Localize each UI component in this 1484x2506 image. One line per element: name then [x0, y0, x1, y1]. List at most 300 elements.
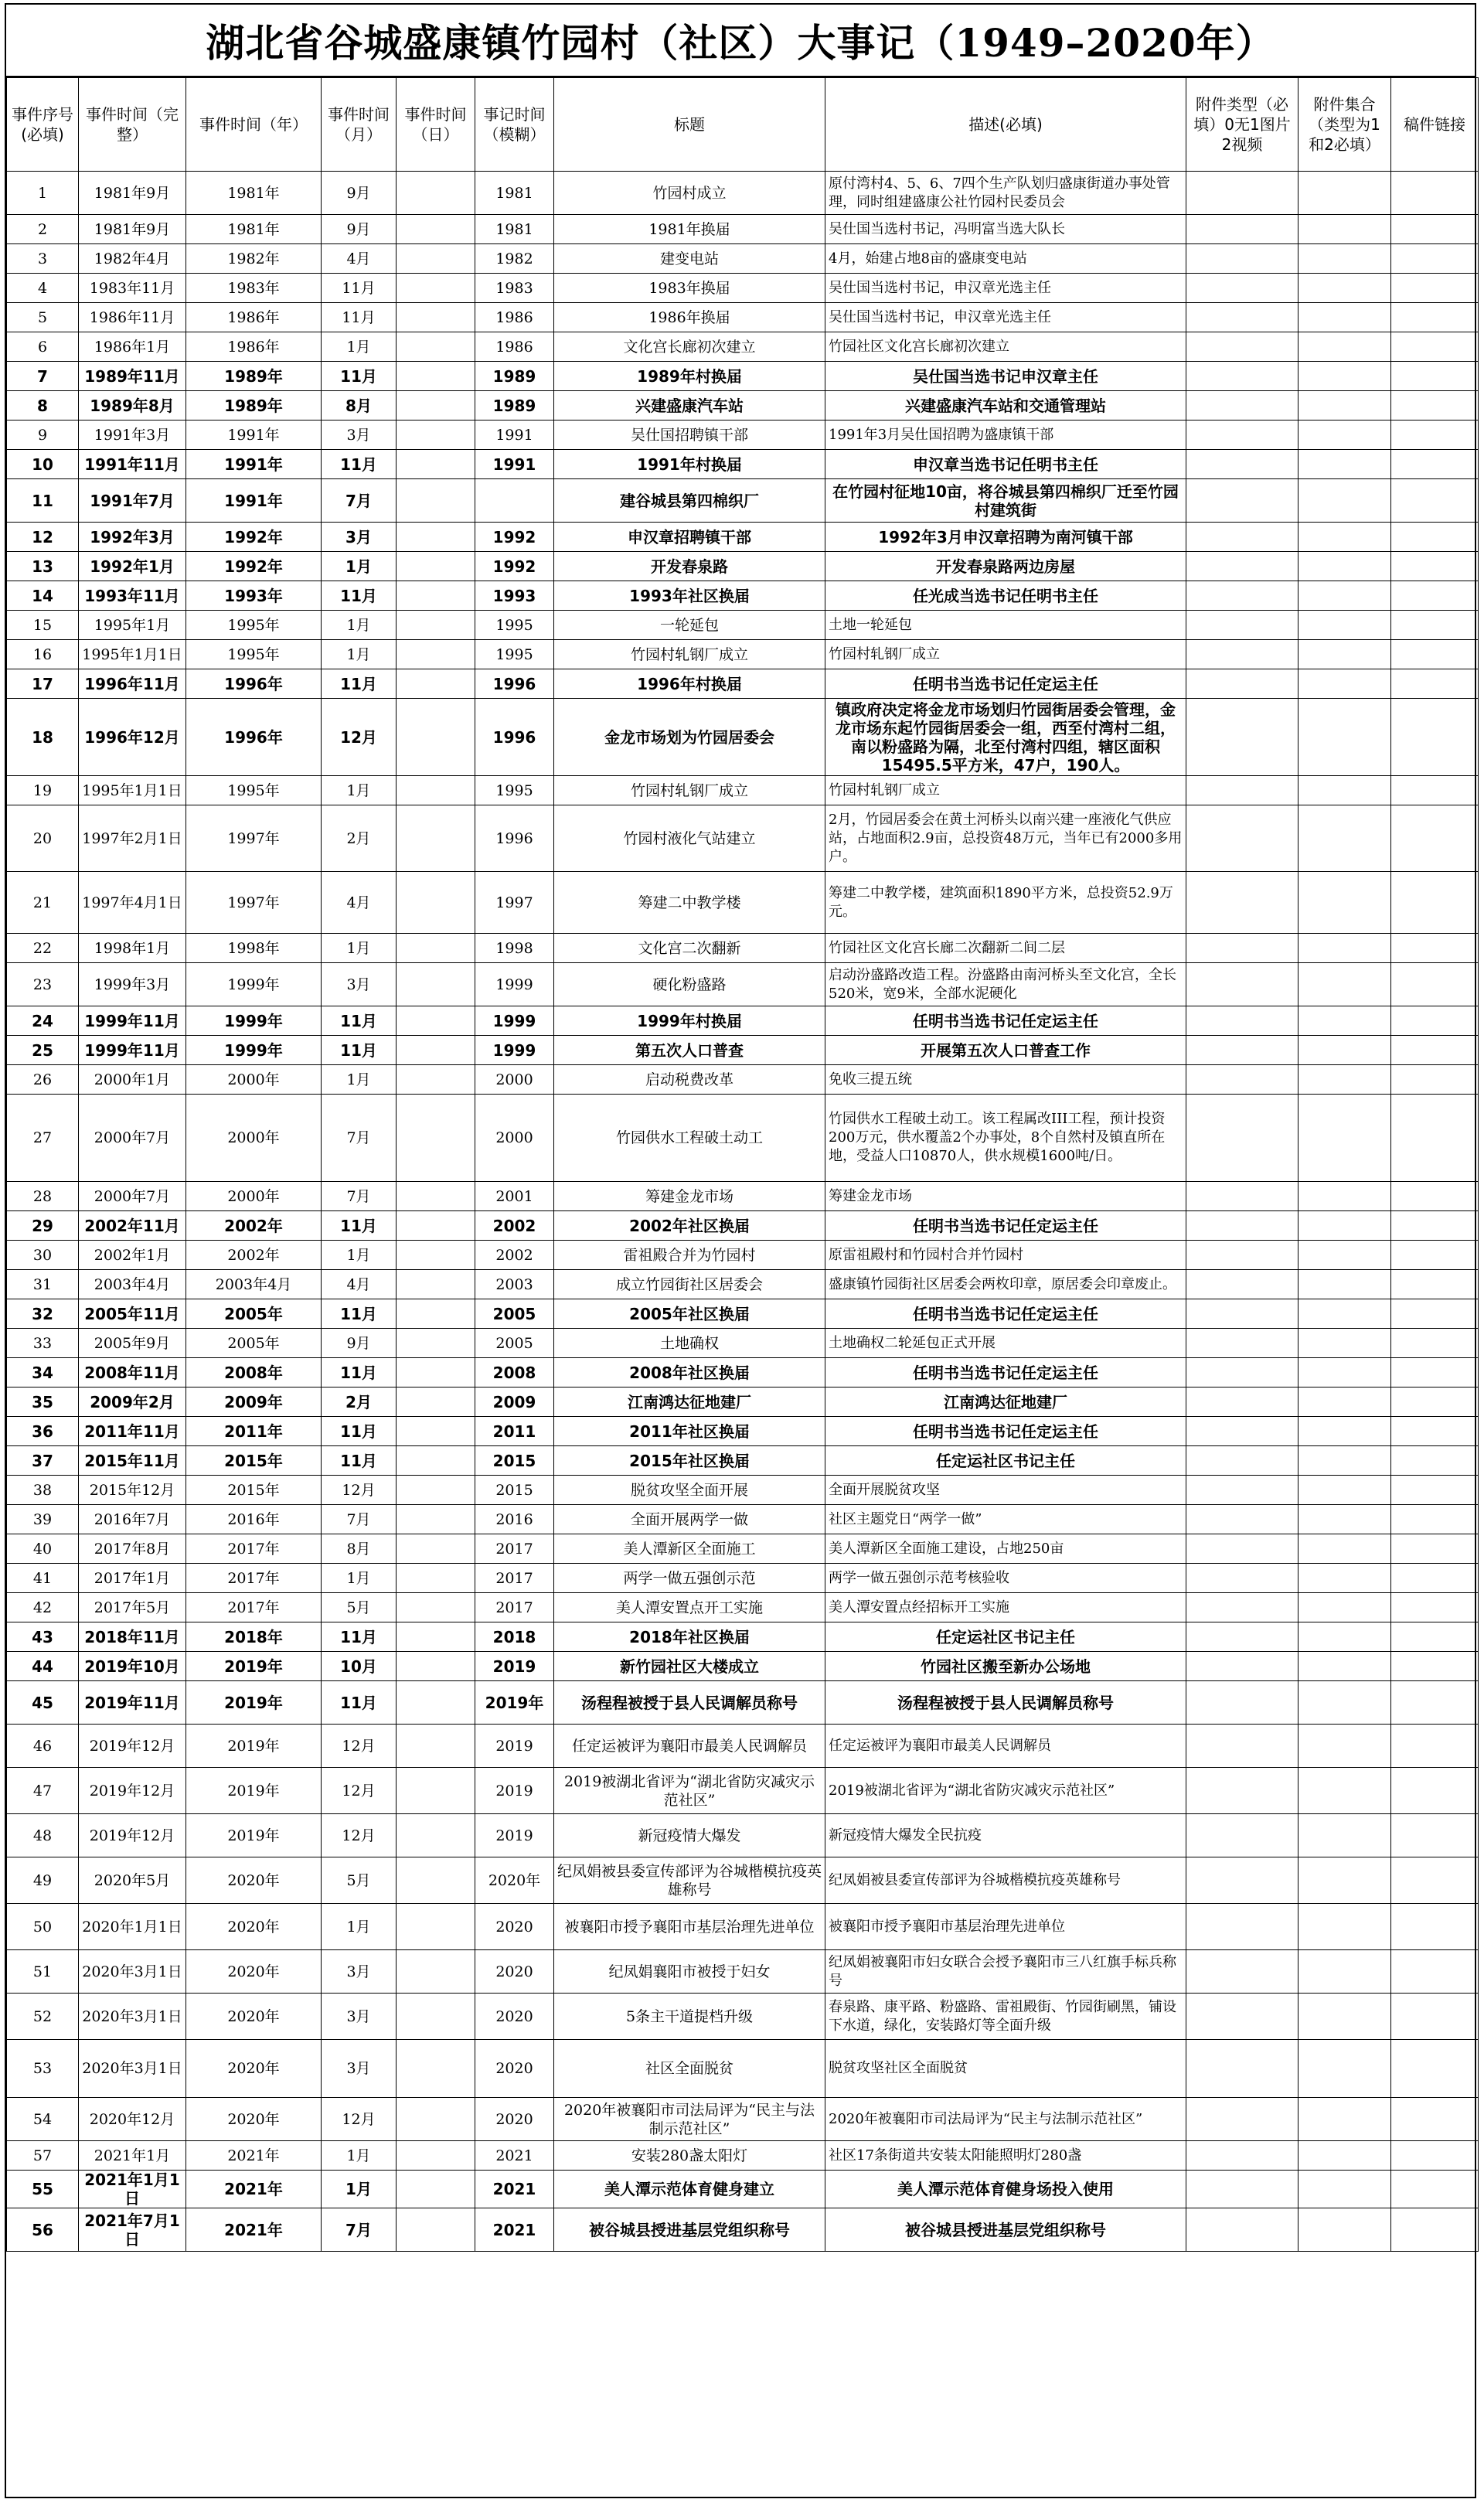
cell-day[interactable] — [397, 421, 475, 450]
cell-title[interactable]: 纪凤娟被县委宣传部评为谷城楷模抗疫英雄称号 — [554, 1857, 825, 1904]
cell-attachment-set[interactable] — [1298, 1564, 1391, 1593]
cell-attachment-set[interactable] — [1298, 1387, 1391, 1417]
cell-link[interactable] — [1391, 1814, 1479, 1857]
cell-attachment-set[interactable] — [1298, 244, 1391, 274]
cell-description[interactable]: 任明书当选书记任定运主任 — [825, 1006, 1186, 1036]
cell-day[interactable] — [397, 1006, 475, 1036]
cell-title[interactable]: 竹园村液化气站建立 — [554, 805, 825, 872]
cell-event-no[interactable]: 15 — [7, 611, 79, 640]
cell-full-time[interactable]: 1995年1月1日 — [79, 776, 186, 805]
cell-full-time[interactable]: 1996年12月 — [79, 699, 186, 776]
cell-description[interactable]: 美人潭新区全面施工建设，占地250亩 — [825, 1534, 1186, 1564]
cell-full-time[interactable]: 2009年2月 — [79, 1387, 186, 1417]
cell-attachment-type[interactable] — [1186, 1270, 1298, 1299]
cell-full-time[interactable]: 1986年1月 — [79, 332, 186, 362]
cell-event-no[interactable]: 42 — [7, 1593, 79, 1622]
cell-link[interactable] — [1391, 776, 1479, 805]
cell-full-time[interactable]: 2020年3月1日 — [79, 2040, 186, 2098]
cell-link[interactable] — [1391, 1593, 1479, 1622]
cell-month[interactable]: 1月 — [322, 1564, 397, 1593]
cell-description[interactable]: 土地确权二轮延包正式开展 — [825, 1329, 1186, 1358]
cell-year[interactable]: 2021年 — [186, 2208, 322, 2252]
cell-attachment-set[interactable] — [1298, 1065, 1391, 1095]
cell-link[interactable] — [1391, 1182, 1479, 1211]
cell-title[interactable]: 2011年社区换届 — [554, 1417, 825, 1446]
cell-title[interactable]: 被谷城县授进基层党组织称号 — [554, 2208, 825, 2252]
cell-full-time[interactable]: 2016年7月 — [79, 1505, 186, 1534]
cell-title[interactable]: 两学一做五强创示范 — [554, 1564, 825, 1593]
cell-month[interactable]: 3月 — [322, 523, 397, 552]
cell-link[interactable] — [1391, 1564, 1479, 1593]
cell-attachment-type[interactable] — [1186, 1652, 1298, 1681]
cell-month[interactable]: 11月 — [322, 1681, 397, 1725]
cell-fuzzy-time[interactable]: 1981 — [475, 215, 554, 244]
cell-event-no[interactable]: 33 — [7, 1329, 79, 1358]
cell-full-time[interactable]: 2005年9月 — [79, 1329, 186, 1358]
cell-month[interactable]: 11月 — [322, 450, 397, 479]
cell-full-time[interactable]: 1991年11月 — [79, 450, 186, 479]
cell-day[interactable] — [397, 1725, 475, 1768]
cell-attachment-type[interactable] — [1186, 934, 1298, 963]
cell-day[interactable] — [397, 332, 475, 362]
cell-title[interactable]: 江南鸿达征地建厂 — [554, 1387, 825, 1417]
cell-day[interactable] — [397, 1182, 475, 1211]
cell-full-time[interactable]: 1983年11月 — [79, 274, 186, 303]
cell-year[interactable]: 1993年 — [186, 581, 322, 611]
cell-title[interactable]: 美人潭示范体育健身建立 — [554, 2171, 825, 2208]
cell-description[interactable]: 吴仕国当选村书记，申汉章光选主任 — [825, 274, 1186, 303]
cell-month[interactable]: 1月 — [322, 640, 397, 669]
cell-day[interactable] — [397, 1065, 475, 1095]
cell-full-time[interactable]: 1991年7月 — [79, 479, 186, 523]
cell-fuzzy-time[interactable]: 2020 — [475, 1904, 554, 1950]
cell-event-no[interactable]: 25 — [7, 1036, 79, 1065]
cell-event-no[interactable]: 52 — [7, 1994, 79, 2040]
cell-attachment-type[interactable] — [1186, 1241, 1298, 1270]
cell-full-time[interactable]: 2019年11月 — [79, 1681, 186, 1725]
cell-year[interactable]: 1992年 — [186, 552, 322, 581]
cell-month[interactable]: 11月 — [322, 1417, 397, 1446]
cell-day[interactable] — [397, 1299, 475, 1329]
cell-attachment-set[interactable] — [1298, 669, 1391, 699]
cell-attachment-type[interactable] — [1186, 1446, 1298, 1476]
cell-day[interactable] — [397, 1270, 475, 1299]
cell-full-time[interactable]: 2000年7月 — [79, 1095, 186, 1182]
cell-month[interactable]: 11月 — [322, 1446, 397, 1476]
cell-event-no[interactable]: 56 — [7, 2208, 79, 2252]
cell-event-no[interactable]: 9 — [7, 421, 79, 450]
cell-title[interactable]: 1991年村换届 — [554, 450, 825, 479]
cell-month[interactable]: 12月 — [322, 1768, 397, 1814]
cell-full-time[interactable]: 1999年3月 — [79, 963, 186, 1006]
cell-description[interactable]: 竹园村轧钢厂成立 — [825, 640, 1186, 669]
cell-title[interactable]: 任定运被评为襄阳市最美人民调解员 — [554, 1725, 825, 1768]
cell-link[interactable] — [1391, 274, 1479, 303]
cell-attachment-set[interactable] — [1298, 1299, 1391, 1329]
cell-event-no[interactable]: 39 — [7, 1505, 79, 1534]
cell-attachment-set[interactable] — [1298, 872, 1391, 934]
cell-fuzzy-time[interactable]: 2019 — [475, 1652, 554, 1681]
cell-day[interactable] — [397, 274, 475, 303]
cell-year[interactable]: 1991年 — [186, 450, 322, 479]
cell-event-no[interactable]: 45 — [7, 1681, 79, 1725]
cell-year[interactable]: 1986年 — [186, 303, 322, 332]
cell-year[interactable]: 1991年 — [186, 421, 322, 450]
cell-full-time[interactable]: 1992年3月 — [79, 523, 186, 552]
cell-attachment-type[interactable] — [1186, 1681, 1298, 1725]
cell-fuzzy-time[interactable]: 1982 — [475, 244, 554, 274]
cell-attachment-set[interactable] — [1298, 1534, 1391, 1564]
cell-link[interactable] — [1391, 172, 1479, 215]
cell-month[interactable]: 1月 — [322, 552, 397, 581]
cell-event-no[interactable]: 37 — [7, 1446, 79, 1476]
cell-link[interactable] — [1391, 581, 1479, 611]
cell-description[interactable]: 竹园村轧钢厂成立 — [825, 776, 1186, 805]
cell-link[interactable] — [1391, 1725, 1479, 1768]
cell-year[interactable]: 1983年 — [186, 274, 322, 303]
cell-attachment-set[interactable] — [1298, 1725, 1391, 1768]
cell-full-time[interactable]: 1998年1月 — [79, 934, 186, 963]
cell-event-no[interactable]: 22 — [7, 934, 79, 963]
cell-description[interactable]: 申汉章当选书记任明书主任 — [825, 450, 1186, 479]
cell-full-time[interactable]: 1992年1月 — [79, 552, 186, 581]
cell-attachment-type[interactable] — [1186, 552, 1298, 581]
cell-link[interactable] — [1391, 805, 1479, 872]
cell-description[interactable]: 筹建二中教学楼，建筑面积1890平方米，总投资52.9万元。 — [825, 872, 1186, 934]
cell-description[interactable]: 美人潭安置点经招标开工实施 — [825, 1593, 1186, 1622]
cell-month[interactable]: 7月 — [322, 1182, 397, 1211]
cell-title[interactable]: 1993年社区换届 — [554, 581, 825, 611]
cell-year[interactable]: 2019年 — [186, 1652, 322, 1681]
column-header-attachment-set[interactable]: 附件集合（类型为1和2必填） — [1298, 78, 1391, 172]
cell-attachment-type[interactable] — [1186, 303, 1298, 332]
cell-attachment-type[interactable] — [1186, 2208, 1298, 2252]
cell-attachment-type[interactable] — [1186, 1358, 1298, 1387]
cell-fuzzy-time[interactable]: 1999 — [475, 1006, 554, 1036]
cell-description[interactable]: 土地一轮延包 — [825, 611, 1186, 640]
cell-full-time[interactable]: 2015年11月 — [79, 1446, 186, 1476]
cell-year[interactable]: 1998年 — [186, 934, 322, 963]
cell-month[interactable]: 7月 — [322, 1095, 397, 1182]
cell-day[interactable] — [397, 2171, 475, 2208]
cell-attachment-type[interactable] — [1186, 244, 1298, 274]
cell-year[interactable]: 2015年 — [186, 1446, 322, 1476]
cell-link[interactable] — [1391, 1857, 1479, 1904]
cell-year[interactable]: 1991年 — [186, 479, 322, 523]
cell-full-time[interactable]: 2020年12月 — [79, 2098, 186, 2141]
cell-link[interactable] — [1391, 303, 1479, 332]
cell-title[interactable]: 2019被湖北省评为“湖北省防灾减灾示范社区” — [554, 1768, 825, 1814]
cell-description[interactable]: 吴仕国当选村书记，冯明富当选大队长 — [825, 215, 1186, 244]
cell-year[interactable]: 2019年 — [186, 1768, 322, 1814]
cell-event-no[interactable]: 32 — [7, 1299, 79, 1329]
cell-link[interactable] — [1391, 1036, 1479, 1065]
cell-day[interactable] — [397, 362, 475, 391]
cell-attachment-set[interactable] — [1298, 421, 1391, 450]
cell-attachment-type[interactable] — [1186, 421, 1298, 450]
cell-title[interactable]: 2015年社区换届 — [554, 1446, 825, 1476]
column-header-fuzzy-time[interactable]: 事记时间（模糊） — [475, 78, 554, 172]
cell-attachment-type[interactable] — [1186, 872, 1298, 934]
cell-event-no[interactable]: 48 — [7, 1814, 79, 1857]
cell-day[interactable] — [397, 215, 475, 244]
cell-attachment-set[interactable] — [1298, 1182, 1391, 1211]
cell-full-time[interactable]: 1999年11月 — [79, 1006, 186, 1036]
cell-description[interactable]: 被襄阳市授予襄阳市基层治理先进单位 — [825, 1904, 1186, 1950]
cell-event-no[interactable]: 44 — [7, 1652, 79, 1681]
cell-year[interactable]: 2005年 — [186, 1329, 322, 1358]
cell-attachment-set[interactable] — [1298, 1446, 1391, 1476]
cell-attachment-set[interactable] — [1298, 2208, 1391, 2252]
cell-day[interactable] — [397, 1652, 475, 1681]
cell-fuzzy-time[interactable]: 1995 — [475, 611, 554, 640]
cell-year[interactable]: 2019年 — [186, 1725, 322, 1768]
column-header-day[interactable]: 事件时间（日） — [397, 78, 475, 172]
cell-title[interactable]: 启动税费改革 — [554, 1065, 825, 1095]
cell-title[interactable]: 安装280盏太阳灯 — [554, 2141, 825, 2171]
cell-description[interactable]: 原雷祖殿村和竹园村合并竹园村 — [825, 1241, 1186, 1270]
cell-link[interactable] — [1391, 1006, 1479, 1036]
cell-year[interactable]: 2019年 — [186, 1814, 322, 1857]
cell-link[interactable] — [1391, 2040, 1479, 2098]
cell-attachment-set[interactable] — [1298, 332, 1391, 362]
cell-day[interactable] — [397, 1768, 475, 1814]
cell-attachment-type[interactable] — [1186, 776, 1298, 805]
cell-attachment-type[interactable] — [1186, 669, 1298, 699]
cell-day[interactable] — [397, 1814, 475, 1857]
cell-attachment-set[interactable] — [1298, 523, 1391, 552]
cell-day[interactable] — [397, 2208, 475, 2252]
cell-link[interactable] — [1391, 450, 1479, 479]
cell-attachment-type[interactable] — [1186, 1065, 1298, 1095]
cell-title[interactable]: 雷祖殿合并为竹园村 — [554, 1241, 825, 1270]
cell-event-no[interactable]: 55 — [7, 2171, 79, 2208]
cell-month[interactable]: 3月 — [322, 963, 397, 1006]
cell-full-time[interactable]: 1991年3月 — [79, 421, 186, 450]
cell-title[interactable]: 新冠疫情大爆发 — [554, 1814, 825, 1857]
cell-attachment-set[interactable] — [1298, 963, 1391, 1006]
cell-year[interactable]: 2021年 — [186, 2141, 322, 2171]
cell-fuzzy-time[interactable]: 1981 — [475, 172, 554, 215]
cell-fuzzy-time[interactable]: 1998 — [475, 934, 554, 963]
cell-month[interactable]: 7月 — [322, 2208, 397, 2252]
cell-month[interactable]: 1月 — [322, 611, 397, 640]
cell-event-no[interactable]: 18 — [7, 699, 79, 776]
cell-title[interactable]: 一轮延包 — [554, 611, 825, 640]
cell-title[interactable]: 新竹园社区大楼成立 — [554, 1652, 825, 1681]
cell-month[interactable]: 12月 — [322, 1476, 397, 1505]
cell-fuzzy-time[interactable] — [475, 479, 554, 523]
cell-attachment-type[interactable] — [1186, 963, 1298, 1006]
cell-link[interactable] — [1391, 2098, 1479, 2141]
cell-attachment-set[interactable] — [1298, 1006, 1391, 1036]
cell-year[interactable]: 1981年 — [186, 215, 322, 244]
cell-event-no[interactable]: 21 — [7, 872, 79, 934]
cell-event-no[interactable]: 53 — [7, 2040, 79, 2098]
cell-link[interactable] — [1391, 1241, 1479, 1270]
cell-day[interactable] — [397, 1994, 475, 2040]
cell-month[interactable]: 1月 — [322, 2141, 397, 2171]
cell-title[interactable]: 社区全面脱贫 — [554, 2040, 825, 2098]
cell-year[interactable]: 2020年 — [186, 2040, 322, 2098]
cell-month[interactable]: 3月 — [322, 1950, 397, 1994]
cell-fuzzy-time[interactable]: 2003 — [475, 1270, 554, 1299]
cell-description[interactable]: 在竹园村征地10亩，将谷城县第四棉织厂迁至竹园村建筑街 — [825, 479, 1186, 523]
cell-link[interactable] — [1391, 1904, 1479, 1950]
cell-description[interactable]: 竹园社区搬至新办公场地 — [825, 1652, 1186, 1681]
cell-month[interactable]: 11月 — [322, 303, 397, 332]
cell-full-time[interactable]: 1999年11月 — [79, 1036, 186, 1065]
cell-link[interactable] — [1391, 1065, 1479, 1095]
cell-description[interactable]: 社区17条街道共安装太阳能照明灯280盏 — [825, 2141, 1186, 2171]
cell-full-time[interactable]: 2005年11月 — [79, 1299, 186, 1329]
cell-day[interactable] — [397, 1211, 475, 1241]
cell-month[interactable]: 9月 — [322, 215, 397, 244]
cell-link[interactable] — [1391, 1211, 1479, 1241]
cell-attachment-type[interactable] — [1186, 1857, 1298, 1904]
cell-event-no[interactable]: 2 — [7, 215, 79, 244]
cell-day[interactable] — [397, 2098, 475, 2141]
cell-year[interactable]: 2000年 — [186, 1182, 322, 1211]
cell-description[interactable]: 任明书当选书记任定运主任 — [825, 1211, 1186, 1241]
cell-link[interactable] — [1391, 362, 1479, 391]
cell-full-time[interactable]: 2011年11月 — [79, 1417, 186, 1446]
cell-attachment-set[interactable] — [1298, 581, 1391, 611]
cell-link[interactable] — [1391, 244, 1479, 274]
cell-title[interactable]: 筹建金龙市场 — [554, 1182, 825, 1211]
cell-event-no[interactable]: 34 — [7, 1358, 79, 1387]
cell-event-no[interactable]: 47 — [7, 1768, 79, 1814]
cell-link[interactable] — [1391, 669, 1479, 699]
cell-title[interactable]: 筹建二中教学楼 — [554, 872, 825, 934]
cell-full-time[interactable]: 2018年11月 — [79, 1622, 186, 1652]
cell-description[interactable]: 新冠疫情大爆发全民抗疫 — [825, 1814, 1186, 1857]
cell-event-no[interactable]: 23 — [7, 963, 79, 1006]
cell-year[interactable]: 2016年 — [186, 1505, 322, 1534]
cell-attachment-set[interactable] — [1298, 552, 1391, 581]
cell-year[interactable]: 1989年 — [186, 362, 322, 391]
cell-fuzzy-time[interactable]: 2019 — [475, 1814, 554, 1857]
cell-attachment-type[interactable] — [1186, 1725, 1298, 1768]
cell-description[interactable]: 任定运被评为襄阳市最美人民调解员 — [825, 1725, 1186, 1768]
cell-attachment-type[interactable] — [1186, 2171, 1298, 2208]
cell-title[interactable]: 文化宫长廊初次建立 — [554, 332, 825, 362]
cell-fuzzy-time[interactable]: 1996 — [475, 805, 554, 872]
cell-month[interactable]: 1月 — [322, 776, 397, 805]
cell-attachment-set[interactable] — [1298, 1095, 1391, 1182]
cell-description[interactable]: 竹园社区文化宫长廊初次建立 — [825, 332, 1186, 362]
cell-description[interactable]: 社区主题党日“两学一做” — [825, 1505, 1186, 1534]
cell-link[interactable] — [1391, 421, 1479, 450]
cell-fuzzy-time[interactable]: 2000 — [475, 1065, 554, 1095]
column-header-title[interactable]: 标题 — [554, 78, 825, 172]
cell-full-time[interactable]: 1989年11月 — [79, 362, 186, 391]
cell-attachment-set[interactable] — [1298, 699, 1391, 776]
cell-month[interactable]: 4月 — [322, 872, 397, 934]
cell-month[interactable]: 11月 — [322, 1036, 397, 1065]
cell-attachment-type[interactable] — [1186, 172, 1298, 215]
cell-link[interactable] — [1391, 523, 1479, 552]
cell-attachment-type[interactable] — [1186, 1994, 1298, 2040]
cell-fuzzy-time[interactable]: 1995 — [475, 640, 554, 669]
cell-fuzzy-time[interactable]: 2002 — [475, 1211, 554, 1241]
cell-year[interactable]: 2003年4月 — [186, 1270, 322, 1299]
cell-day[interactable] — [397, 805, 475, 872]
cell-description[interactable]: 筹建金龙市场 — [825, 1182, 1186, 1211]
cell-attachment-set[interactable] — [1298, 640, 1391, 669]
cell-full-time[interactable]: 2003年4月 — [79, 1270, 186, 1299]
cell-year[interactable]: 2015年 — [186, 1476, 322, 1505]
cell-fuzzy-time[interactable]: 2020 — [475, 1950, 554, 1994]
cell-description[interactable]: 纪凤娟被襄阳市妇女联合会授予襄阳市三八红旗手标兵称号 — [825, 1950, 1186, 1994]
cell-title[interactable]: 第五次人口普查 — [554, 1036, 825, 1065]
cell-description[interactable]: 春泉路、康平路、粉盛路、雷祖殿街、竹园街刷黑，铺设下水道，绿化，安装路灯等全面升级 — [825, 1994, 1186, 2040]
cell-year[interactable]: 2000年 — [186, 1065, 322, 1095]
cell-year[interactable]: 1982年 — [186, 244, 322, 274]
cell-day[interactable] — [397, 1857, 475, 1904]
cell-link[interactable] — [1391, 1270, 1479, 1299]
cell-event-no[interactable]: 5 — [7, 303, 79, 332]
cell-event-no[interactable]: 12 — [7, 523, 79, 552]
cell-year[interactable]: 1992年 — [186, 523, 322, 552]
cell-day[interactable] — [397, 1387, 475, 1417]
cell-year[interactable]: 2019年 — [186, 1681, 322, 1725]
cell-day[interactable] — [397, 1417, 475, 1446]
cell-fuzzy-time[interactable]: 1996 — [475, 699, 554, 776]
cell-year[interactable]: 2008年 — [186, 1358, 322, 1387]
cell-fuzzy-time[interactable]: 2021 — [475, 2141, 554, 2171]
cell-fuzzy-time[interactable]: 1986 — [475, 303, 554, 332]
cell-title[interactable]: 2008年社区换届 — [554, 1358, 825, 1387]
cell-day[interactable] — [397, 1622, 475, 1652]
cell-fuzzy-time[interactable]: 2019 — [475, 1725, 554, 1768]
cell-title[interactable]: 5条主干道提档升级 — [554, 1994, 825, 2040]
cell-description[interactable]: 开展第五次人口普查工作 — [825, 1036, 1186, 1065]
column-header-link[interactable]: 稿件链接 — [1391, 78, 1479, 172]
cell-title[interactable]: 美人潭新区全面施工 — [554, 1534, 825, 1564]
cell-title[interactable]: 1999年村换届 — [554, 1006, 825, 1036]
cell-link[interactable] — [1391, 1950, 1479, 1994]
cell-fuzzy-time[interactable]: 1991 — [475, 450, 554, 479]
column-header-no[interactable]: 事件序号(必填) — [7, 78, 79, 172]
cell-fuzzy-time[interactable]: 1999 — [475, 1036, 554, 1065]
cell-attachment-set[interactable] — [1298, 2141, 1391, 2171]
cell-fuzzy-time[interactable]: 2021 — [475, 2208, 554, 2252]
cell-day[interactable] — [397, 244, 475, 274]
cell-year[interactable]: 2020年 — [186, 1994, 322, 2040]
cell-fuzzy-time[interactable]: 1992 — [475, 552, 554, 581]
cell-title[interactable]: 建变电站 — [554, 244, 825, 274]
cell-event-no[interactable]: 20 — [7, 805, 79, 872]
cell-fuzzy-time[interactable]: 2017 — [475, 1564, 554, 1593]
cell-full-time[interactable]: 1996年11月 — [79, 669, 186, 699]
cell-month[interactable]: 7月 — [322, 1505, 397, 1534]
cell-month[interactable]: 12月 — [322, 1814, 397, 1857]
cell-month[interactable]: 1月 — [322, 332, 397, 362]
cell-description[interactable]: 任定运社区书记主任 — [825, 1446, 1186, 1476]
cell-month[interactable]: 11月 — [322, 1622, 397, 1652]
cell-fuzzy-time[interactable]: 2020 — [475, 2040, 554, 2098]
cell-link[interactable] — [1391, 332, 1479, 362]
cell-fuzzy-time[interactable]: 2001 — [475, 1182, 554, 1211]
cell-title[interactable]: 吴仕国招聘镇干部 — [554, 421, 825, 450]
cell-day[interactable] — [397, 1593, 475, 1622]
cell-attachment-type[interactable] — [1186, 1476, 1298, 1505]
cell-month[interactable]: 1月 — [322, 934, 397, 963]
cell-day[interactable] — [397, 611, 475, 640]
cell-attachment-type[interactable] — [1186, 1505, 1298, 1534]
cell-year[interactable]: 1996年 — [186, 669, 322, 699]
